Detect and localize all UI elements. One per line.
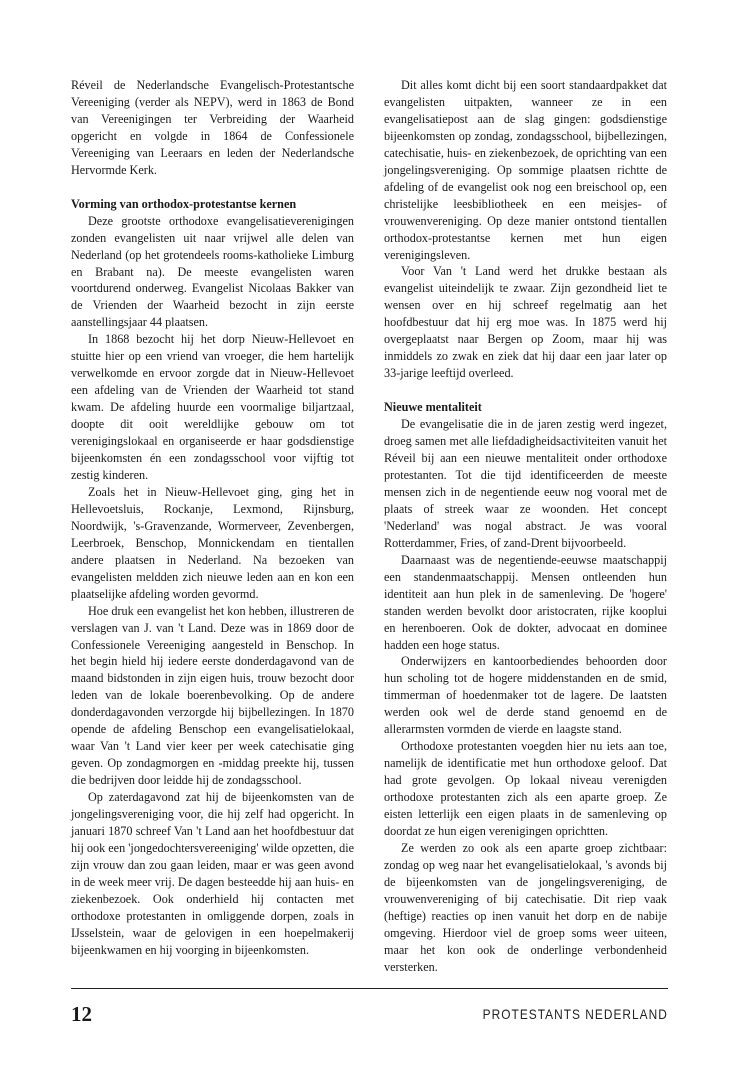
paragraph: Hoe druk een evangelist het kon hebben, illustreren de verslagen van J. van 't Land. Deze was in 1869 door de Confessionele Vereeniging aangesteld in Benschop. In het begin hield hij iedere eerste donderdagavond van de maand bidstonden in zijn eigen huis, trouw bezocht door leden van de lokale boerenbevolking. Op de andere donderdagavonden verzorgde hij bijbellezingen. In 1870 opende de afdeling Benschop een evangelisatielokaal, waar Van 't Land vier keer per week catechisatie ging geven. Op zondagmorgen en -middag preekte hij, tussen die bedrijven door leidde hij de zondagsschool. [71,603,354,788]
paragraph: Op zaterdagavond zat hij de bijeenkomsten van de jongelingsvereniging voor, die hij zelf had opgericht. In januari 1870 schreef Van 't Land aan het hoofdbestuur dat hij ook een 'jongedochtersvereeniging' wilde opzetten, die zijn vrouw dan zou gaan leiden, maar er was geen avond in de week meer vrij. De dagen besteedde hij aan huis- en ziekenbezoek. Ook onderhield hij contacten met orthodoxe protestanten in omliggende dorpen, zoals in IJsselstein, waar de gelovigen in een hoepelmakerij bijeenkwamen en hij voorging in bijeenkomsten. [71,790,354,957]
running-title: PROTESTANTS NEDERLAND [482,1006,668,1022]
paragraph: In 1868 bezocht hij het dorp Nieuw-Hellevoet en stuitte hier op een vriend van vroeger, die hem hartelijk verwelkomde en ervoor zorgde dat in Nieuw-Hellevoet een afdeling van de Vrienden der Waarheid tot stand kwam. De afdeling huurde een voormalige biljartzaal, doopte dit ooit wereldlijke gebouw om tot verenigingslokaal en organiseerde er haar godsdienstige bijeenkomsten én een zondagsschool voor vijftig tot zestig kinderen. [71,332,354,482]
section-heading: Nieuwe mentaliteit [384,400,482,415]
page-number: 12 [71,1002,92,1026]
paragraph: Réveil de Nederlandsche Evangelisch-Protestantsche Vereeniging (verder als NEPV), werd in 1863 de Bond van Vereenigingen ter Verbreiding der Waarheid opgericht en volgde in 1864 de Confessionele Vereeniging van Leeraars en leden der Nederlandsche Hervormde Kerk. [71,78,354,177]
footer-divider [71,988,668,989]
paragraph: Voor Van 't Land werd het drukke bestaan als evangelist uiteindelijk te zwaar. Zijn gezondheid liet te wensen over en hij schreef regelmatig aan het hoofdbestuur dat hij erg moe was. In 1875 werd hij overgeplaatst naar Bergen op Zoom, maar hij was inmiddels zo zwak en ziek dat hij daar een jaar later op 33-jarige leeftijd overleed. [384,264,667,381]
paragraph: Daarnaast was de negentiende-eeuwse maatschappij een standenmaatschappij. Mensen ontleenden hun identiteit aan hun plek in de samenleving. De 'hogere' standen werden bevolkt door aristocraten, rijke kooplui en herenboeren. Ook de dokter, advocaat en dominee hadden een hoge status. [384,552,667,652]
paragraph: Orthodoxe protestanten voegden hier nu iets aan toe, namelijk de identificatie met hun orthodoxe geloof. Dat had grote gevolgen. Op lokaal niveau verenigden orthodoxe protestanten zich als een aparte groep. Ze eisten letterlijk een eigen plaats in de samenleving op doordat ze hun eigen verenigingen oprichtten. [384,739,667,838]
left-column [71,77,354,959]
paragraph: Dit alles komt dicht bij een soort standaardpakket dat evangelisten uitpakten, wanneer ze in een evangelisatiepost aan de slag gingen: godsdienstige bijeenkomsten op zondag, zondagsschool, bijbellezingen, catechisatie, huis- en ziekenbezoek, de oprichting van een jongelingsvereniging. Op sommige plaatsen richtte de afdeling of de evangelist ook nog een breischool op, een christelijke leesbibliotheek en een meisjes- of vrouwenvereniging. Op deze manier ontstond tientallen orthodox-protestantse kernen met hun eigen verenigingsleven. [384,78,667,262]
paragraph: Onderwijzers en kantoorbediendes behoorden door hun scholing tot de hogere middenstanden en de smid, timmerman of hoedenmaker tot de lagere. De laatsten werden ook wel de derde stand genoemd en de allerarmsten vormden de vierde en laagste stand. [384,654,667,737]
paragraph: Zoals het in Nieuw-Hellevoet ging, ging het in Hellevoetsluis, Rockanje, Lexmond, Rijnsburg, Noordwijk, 's-Gravenzande, Wormerveer, Zevenbergen, Leerbroek, Benschop, Monnickendam en tientallen andere plaatsen in Nederland. Na bezoeken van evangelisten meldden zich nieuwe leden aan en kon een plaatselijke afdeling worden gevormd. [71,484,354,601]
paragraph: De evangelisatie die in de jaren zestig werd ingezet, droeg samen met alle liefdadigheidsactiviteiten vanuit het Réveil bij aan een nieuwe mentaliteit onder orthodoxe protestanten. Tot die tijd identificeerden de meeste mensen zich in de negentiende eeuw nog vooral met de plaats of streek waar ze woonden. Het concept 'Nederland' was nogal abstract. Je was vooral Rotterdammer, Fries, of zand-Drent bijvoorbeeld. [384,417,667,550]
paragraph: Deze grootste orthodoxe evangelisatieverenigingen zonden evangelisten uit naar vrijwel alle delen van Nederland (op het grotendeels rooms-katholieke Limburg en Brabant na). De meeste evangelisten waren voortdurend onderweg. Evangelist Nicolaas Bakker van de Vrienden der Waarheid bezocht in zijn eerste aanstellingsjaar 44 plaatsen. [71,213,354,330]
paragraph: Ze werden zo ook als een aparte groep zichtbaar: zondag op weg naar het evangelisatielokaal, 's avonds bij de bijeenkomsten van de jongelingsvereniging, de vrouwenvereniging of bij catechisatie. Dit riep vaak (heftige) reacties op inen vanuit het dorp en de nabije omgeving. Hierdoor viel de groep soms weer uiteen, maar het kon ook de onderlinge verbondenheid versterken. [384,840,667,974]
section-heading: Vorming van orthodox-protestantse kernen [71,196,297,211]
right-column [384,77,667,976]
